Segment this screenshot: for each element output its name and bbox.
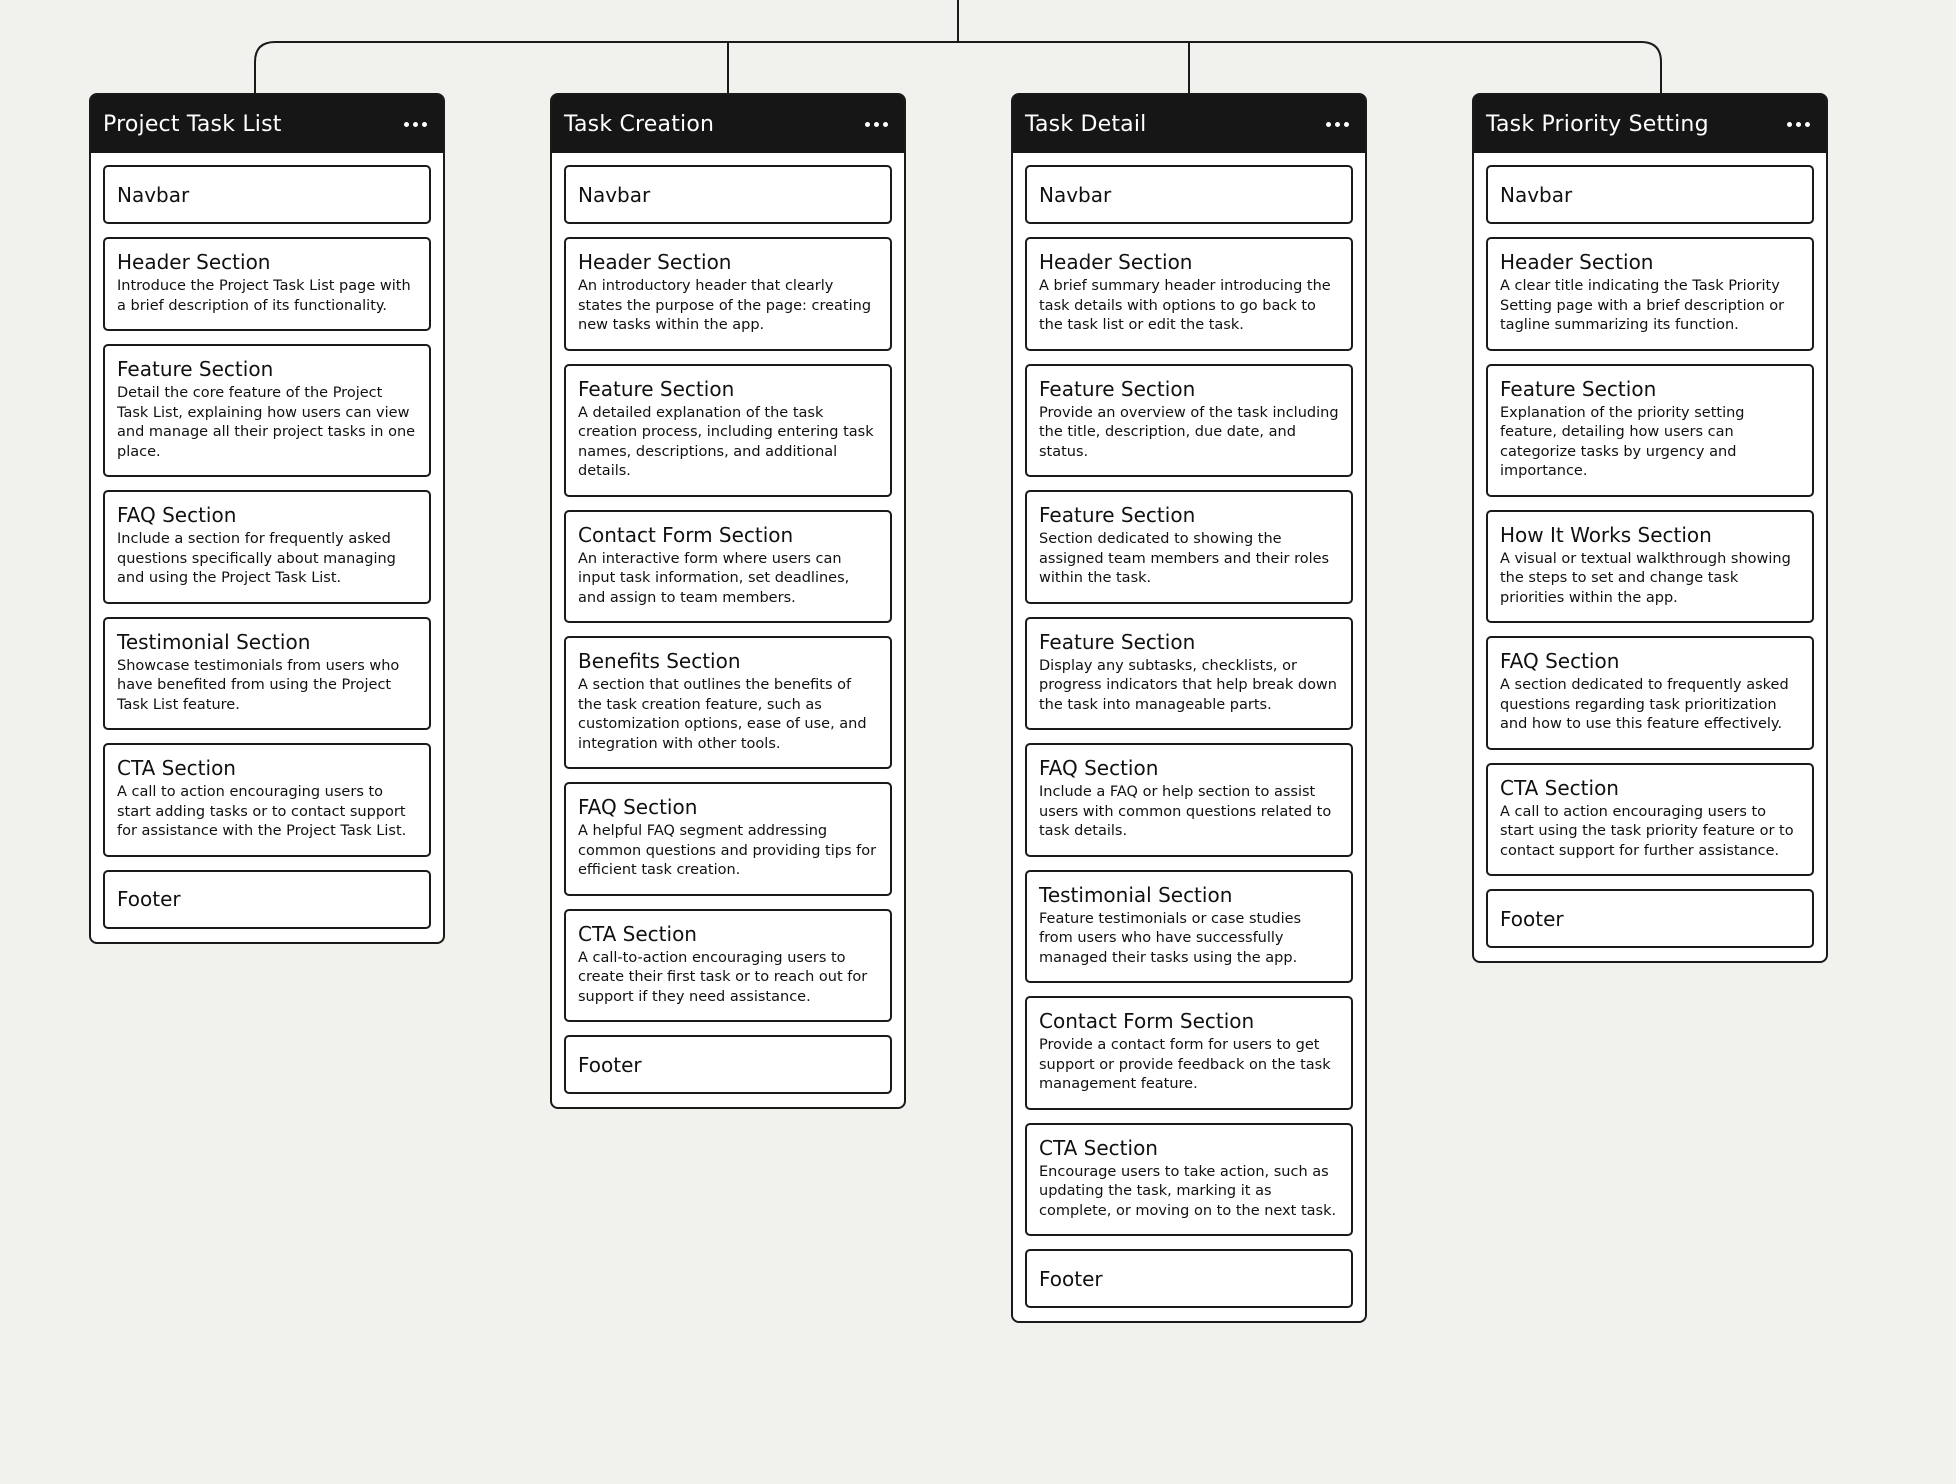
column-title: Task Priority Setting bbox=[1486, 111, 1709, 137]
section-card[interactable] bbox=[1486, 889, 1814, 948]
section-card-title: FAQ Section bbox=[1500, 649, 1620, 673]
section-card-title: Benefits Section bbox=[578, 649, 741, 673]
section-card-title: Feature Section bbox=[1500, 376, 1657, 401]
section-card-title: Navbar bbox=[578, 182, 651, 207]
section-card-description: A call to action encouraging users to start using the task priority feature or to contact support for further assistance. bbox=[1500, 803, 1794, 859]
section-card-title: Feature Section bbox=[1039, 503, 1196, 527]
section-card[interactable] bbox=[1486, 364, 1814, 497]
dot-icon bbox=[1787, 122, 1792, 127]
section-card-description: A brief summary header introducing the task details with options to go back to the task list or edit the task. bbox=[1039, 278, 1331, 333]
section-card-title: How It Works Section bbox=[1500, 522, 1712, 547]
section-card-description: Introduce the Project Task List page with a brief description of its functionality. bbox=[117, 278, 411, 314]
section-card-description: An introductory header that clearly states the purpose of the page: creating new tasks within the app. bbox=[578, 278, 872, 333]
column-title: Project Task List bbox=[103, 111, 282, 137]
section-card-title: Navbar bbox=[1039, 182, 1112, 207]
section-card[interactable] bbox=[1025, 870, 1353, 984]
page-column bbox=[1011, 93, 1367, 1323]
section-card-description: A helpful FAQ segment addressing common questions and providing tips for efficient task creation. bbox=[578, 823, 877, 878]
section-card[interactable] bbox=[564, 636, 892, 769]
section-card[interactable] bbox=[103, 743, 431, 857]
section-card-description: A section that outlines the benefits of the task creation feature, such as customization options, ease of use, and integration with other tools. bbox=[578, 677, 867, 752]
section-card[interactable] bbox=[1025, 1123, 1353, 1237]
section-card[interactable] bbox=[1486, 237, 1814, 351]
section-card-description: A visual or textual walkthrough showing the steps to set and change task priorities within the app. bbox=[1500, 550, 1791, 606]
section-card[interactable] bbox=[103, 237, 431, 331]
section-card-description: Explanation of the priority setting feature, detailing how users can categorize tasks by urgency and importance. bbox=[1500, 404, 1745, 479]
section-card[interactable] bbox=[564, 909, 892, 1023]
section-card-description: Encourage users to take action, such as updating the task, marking it as complete, or moving on to the next task. bbox=[1039, 1163, 1337, 1219]
section-card-title: CTA Section bbox=[578, 921, 697, 946]
section-card[interactable] bbox=[564, 782, 892, 896]
section-card[interactable] bbox=[1025, 165, 1353, 224]
section-card[interactable] bbox=[1025, 490, 1353, 604]
section-card-title: CTA Section bbox=[1039, 1135, 1158, 1160]
section-card-description: Detail the core feature of the Project Task List, explaining how users can view and manage all their project tasks in one place. bbox=[117, 385, 416, 460]
section-card-description: Display any subtasks, checklists, or progress indicators that help break down the task into manageable parts. bbox=[1039, 657, 1337, 713]
section-card[interactable] bbox=[1486, 636, 1814, 750]
page-column bbox=[1472, 93, 1828, 963]
section-card[interactable] bbox=[1025, 996, 1353, 1110]
section-card[interactable] bbox=[564, 165, 892, 224]
dot-icon bbox=[1796, 122, 1801, 127]
dot-icon bbox=[1335, 122, 1340, 127]
section-card-title: FAQ Section bbox=[1039, 756, 1159, 780]
section-card-title: Testimonial Section bbox=[1039, 882, 1233, 907]
section-card-title: Feature Section bbox=[1039, 629, 1196, 654]
section-card-description: An interactive form where users can input task information, set deadlines, and assign to team members. bbox=[578, 550, 850, 606]
section-card[interactable] bbox=[1025, 364, 1353, 478]
section-card-description: Include a section for frequently asked questions specifically about managing and using the Project Task List. bbox=[117, 531, 396, 586]
section-card-title: Testimonial Section bbox=[117, 629, 311, 654]
section-card-title: Feature Section bbox=[1039, 376, 1196, 401]
dot-icon bbox=[1326, 122, 1331, 127]
dot-icon bbox=[1805, 122, 1810, 127]
branch-connector bbox=[255, 42, 1661, 93]
section-card-description: Section dedicated to showing the assigned team members and their roles within the task. bbox=[1039, 531, 1330, 586]
section-card-title: Navbar bbox=[1500, 182, 1573, 207]
section-card[interactable] bbox=[1486, 510, 1814, 624]
section-card-description: Feature testimonials or case studies from users who have successfully managed their tasks using the app. bbox=[1039, 910, 1302, 966]
dot-icon bbox=[1344, 122, 1349, 127]
dot-icon bbox=[865, 122, 870, 127]
page-column bbox=[89, 93, 445, 944]
dot-icon bbox=[883, 122, 888, 127]
section-card-title: Feature Section bbox=[578, 376, 735, 401]
section-card-title: Header Section bbox=[1500, 250, 1654, 274]
column-header bbox=[1474, 95, 1826, 153]
more-options-icon[interactable] bbox=[1783, 116, 1814, 133]
section-card[interactable] bbox=[103, 490, 431, 604]
section-card-title: Feature Section bbox=[117, 357, 274, 381]
section-list bbox=[91, 153, 443, 929]
section-card-description: A call-to-action encouraging users to create their first task or to reach out for support if they need assistance. bbox=[578, 949, 868, 1005]
section-card-title: FAQ Section bbox=[578, 795, 698, 819]
more-options-icon[interactable] bbox=[861, 116, 892, 133]
section-list bbox=[1474, 153, 1826, 948]
page-column bbox=[550, 93, 906, 1109]
section-card-title: Footer bbox=[117, 887, 181, 911]
section-card-title: Header Section bbox=[1039, 250, 1193, 274]
more-options-icon[interactable] bbox=[400, 116, 431, 133]
dot-icon bbox=[413, 122, 418, 127]
section-card-description: A section dedicated to frequently asked questions regarding task prioritization and how to use this feature effectively. bbox=[1500, 677, 1789, 732]
column-title: Task Detail bbox=[1025, 111, 1147, 137]
section-card[interactable] bbox=[564, 1035, 892, 1094]
section-list bbox=[552, 153, 904, 1094]
section-card-title: Header Section bbox=[117, 250, 271, 274]
dot-icon bbox=[422, 122, 427, 127]
section-card-title: Footer bbox=[578, 1052, 642, 1077]
section-card-title: Footer bbox=[1500, 906, 1564, 931]
section-card[interactable] bbox=[1025, 1249, 1353, 1308]
column-header bbox=[552, 95, 904, 153]
section-card-description: A clear title indicating the Task Priority Setting page with a brief description or tagline summarizing its function. bbox=[1500, 278, 1785, 333]
section-card[interactable] bbox=[564, 237, 892, 351]
section-card-description: Provide a contact form for users to get support or provide feedback on the task management feature. bbox=[1039, 1037, 1331, 1092]
section-card[interactable] bbox=[564, 510, 892, 624]
column-title: Task Creation bbox=[564, 111, 715, 137]
section-card[interactable] bbox=[1486, 165, 1814, 224]
section-card-description: A call to action encouraging users to start adding tasks or to contact support for assistance with the Project Task List. bbox=[117, 784, 407, 839]
section-card-description: Provide an overview of the task including the title, description, due date, and status. bbox=[1039, 404, 1339, 460]
section-card-description: Showcase testimonials from users who have benefited from using the Project Task List feature. bbox=[117, 657, 400, 713]
column-header bbox=[91, 95, 443, 153]
section-card-title: FAQ Section bbox=[117, 503, 237, 527]
section-card-title: Contact Form Section bbox=[1039, 1009, 1255, 1033]
dot-icon bbox=[404, 122, 409, 127]
section-card[interactable] bbox=[103, 344, 431, 477]
section-card[interactable] bbox=[103, 870, 431, 929]
section-card-description: Include a FAQ or help section to assist users with common questions related to task details. bbox=[1039, 784, 1332, 839]
section-list bbox=[1013, 153, 1365, 1308]
section-card-title: CTA Section bbox=[1500, 775, 1619, 800]
dot-icon bbox=[874, 122, 879, 127]
section-card[interactable] bbox=[1025, 237, 1353, 351]
section-card-title: Contact Form Section bbox=[578, 522, 794, 547]
section-card-title: Footer bbox=[1039, 1266, 1103, 1291]
section-card[interactable] bbox=[564, 364, 892, 497]
section-card[interactable] bbox=[1025, 617, 1353, 731]
section-card[interactable] bbox=[103, 165, 431, 224]
section-card[interactable] bbox=[1486, 763, 1814, 877]
section-card-title: Header Section bbox=[578, 250, 732, 274]
column-header bbox=[1013, 95, 1365, 153]
more-options-icon[interactable] bbox=[1322, 116, 1353, 133]
section-card[interactable] bbox=[103, 617, 431, 731]
section-card[interactable] bbox=[1025, 743, 1353, 857]
section-card-title: CTA Section bbox=[117, 756, 236, 780]
section-card-description: A detailed explanation of the task creation process, including entering task names, descriptions, and additional details. bbox=[578, 404, 874, 479]
section-card-title: Navbar bbox=[117, 182, 190, 207]
